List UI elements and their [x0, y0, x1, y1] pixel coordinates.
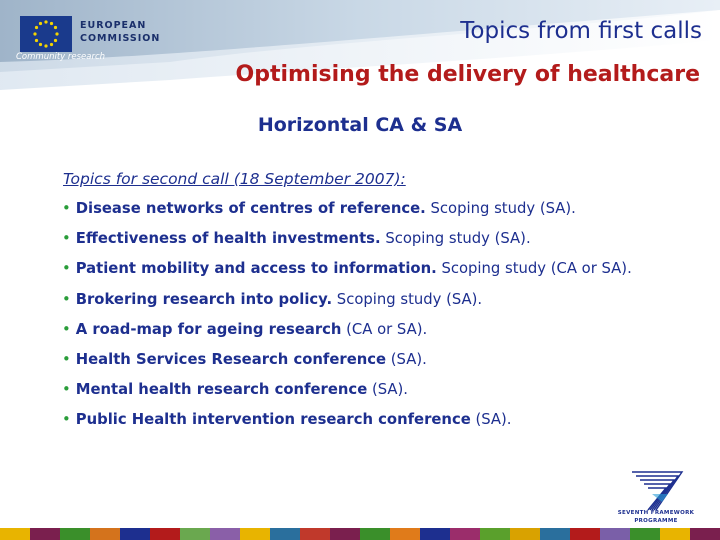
community-research-tagline: Community research: [16, 52, 106, 62]
topic-detail: Scoping study (SA).: [332, 290, 483, 308]
topic-item: [62, 410, 712, 440]
color-strip-segment: [30, 528, 60, 540]
topic-item: [62, 259, 712, 289]
color-strip-segment: [0, 528, 30, 540]
topic-detail: (SA).: [367, 381, 408, 399]
color-strip-segment: [690, 528, 720, 540]
topic-title: Effectiveness of health investments.: [75, 230, 381, 248]
topic-item: [62, 380, 712, 410]
color-strip-segment: [300, 528, 330, 540]
topic-title: Health Services Research conference: [75, 350, 387, 368]
ec-logo-line2: COMMISSION: [80, 33, 161, 44]
topic-item: [62, 320, 712, 350]
fp7-label-line1: SEVENTH FRAMEWORK: [617, 510, 695, 516]
footer-color-strip: [0, 528, 720, 540]
color-strip-segment: [210, 528, 240, 540]
topic-detail: (SA).: [470, 411, 512, 429]
color-strip-segment: [60, 528, 90, 540]
color-strip-segment: [240, 528, 270, 540]
topic-title: Disease networks of centres of reference.: [75, 200, 426, 217]
topic-title: Public Health intervention research conference: [75, 411, 471, 429]
bullet-icon: •: [62, 230, 71, 248]
topic-item: [62, 229, 712, 259]
color-strip-segment: [390, 528, 420, 540]
color-strip-segment: [90, 528, 120, 540]
bullet-icon: •: [62, 320, 71, 338]
color-strip-segment: [480, 528, 510, 540]
bullet-icon: •: [62, 200, 71, 217]
color-strip-segment: [420, 528, 450, 540]
color-strip-segment: [570, 528, 600, 540]
section-subtitle: Horizontal CA & SA: [257, 114, 463, 136]
bullet-icon: •: [62, 350, 71, 368]
topic-title: Patient mobility and access to information.: [75, 260, 437, 278]
color-strip-segment: [510, 528, 540, 540]
topics-list: [62, 199, 712, 441]
topic-detail: Scoping study (SA).: [425, 200, 576, 217]
color-strip-segment: [120, 528, 150, 540]
topic-detail: (SA).: [386, 350, 427, 368]
topics-heading: Topics for second call (18 September 2007):: [63, 170, 406, 188]
bullet-icon: •: [62, 411, 71, 429]
fp7-label-line2: PROGRAMME: [634, 518, 678, 524]
color-strip-segment: [630, 528, 660, 540]
color-strip-segment: [540, 528, 570, 540]
topic-item: [62, 350, 712, 380]
topic-detail: Scoping study (CA or SA).: [436, 260, 632, 278]
bullet-icon: •: [62, 290, 71, 308]
color-strip-segment: [330, 528, 360, 540]
color-strip-segment: [180, 528, 210, 540]
ec-logo-line1: EUROPEAN: [80, 20, 147, 31]
color-strip-segment: [270, 528, 300, 540]
bullet-icon: •: [62, 260, 71, 278]
color-strip-segment: [360, 528, 390, 540]
topic-title: Mental health research conference: [75, 381, 368, 399]
topic-title: Brokering research into policy.: [75, 290, 333, 308]
color-strip-segment: [450, 528, 480, 540]
topic-item: [62, 199, 712, 229]
page-title-secondary: Optimising the delivery of healthcare: [235, 62, 700, 87]
page-title: Topics from first calls: [460, 18, 702, 44]
eu-flag-icon: [20, 16, 72, 52]
color-strip-segment: [600, 528, 630, 540]
topic-item: [62, 290, 712, 320]
topic-detail: (CA or SA).: [341, 320, 428, 338]
topic-detail: Scoping study (SA).: [380, 230, 531, 248]
bullet-icon: •: [62, 381, 71, 399]
color-strip-segment: [660, 528, 690, 540]
topic-title: A road-map for ageing research: [75, 320, 342, 338]
color-strip-segment: [150, 528, 180, 540]
